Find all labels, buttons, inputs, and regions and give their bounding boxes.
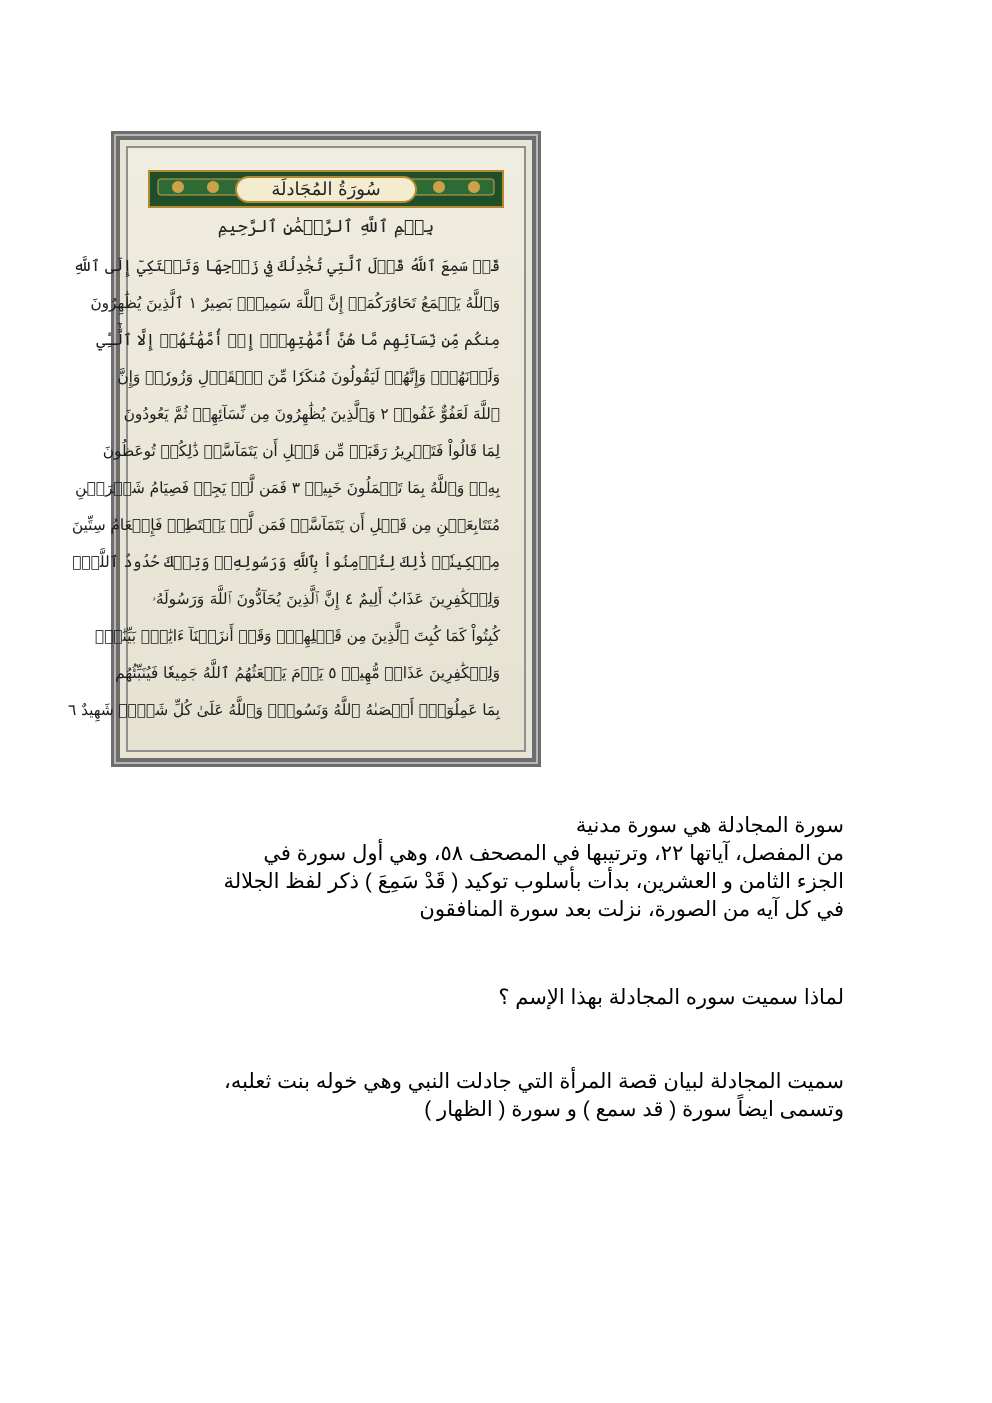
verse-line: كُبِتُواْ كَمَا كُبِتَ ٱلَّذِينَ مِن قَبۡلِهِمۡۚ وَقَدۡ أَنزَلۡنَآ ءَايَٰتِۭ بَيِّنَٰتٖۚ <box>95 627 500 645</box>
surah-header <box>148 170 504 208</box>
answer-line: وتسمى ايضاً سورة ( قد سمع ) و سورة ( الظهار ) <box>424 1098 844 1121</box>
intro-line: في كل آيه من الصورة، نزلت بعد سورة المنافقون <box>419 898 844 921</box>
quran-page-image <box>68 131 541 767</box>
verse-line: لِمَا قَالُواْ فَتَحۡرِيرُ رَقَبَةٖ مِّن قَبۡلِ أَن يَتَمَآسَّاۚ ذَٰلِكُمۡ تُوعَظُونَ <box>102 442 500 460</box>
verses-block <box>68 248 500 729</box>
question-heading <box>144 984 844 1012</box>
verse-line: وَلَدۡنَهُمۡۚ وَإِنَّهُمۡ لَيَقُولُونَ مُنكَرٗا مِّنَ ٱلۡقَوۡلِ وَزُورٗاۚ وَإِنَّ <box>117 368 500 386</box>
basmala: بِسۡمِ ٱللَّهِ ٱلرَّحۡمَٰنِ ٱلرَّحِيمِ <box>217 217 435 237</box>
page-frame <box>68 146 526 752</box>
verse-line: وَٱللَّهُ يَسۡمَعُ تَحَاوُرَكُمَآۚ إِنَّ ٱللَّهَ سَمِيعُۢ بَصِيرٌ ١ ٱلَّذِينَ يُظَٰهِرُونَ <box>90 294 500 312</box>
verse-line: مِنكُم مِّن نِّسَآئِهِم مَّا هُنَّ أُمَّهَٰتِهِمۡۖ إِنۡ أُمَّهَٰتُهُمۡ إِلَّا ٱلَّٰٓـِٔي <box>96 331 500 349</box>
verse-line: بِمَا عَمِلُوٓاْۚ أَحۡصَىٰهُ ٱللَّهُ وَنَسُوهُۚ وَٱللَّهُ عَلَىٰ كُلِّ شَيۡءٖ شَهِيدٌ ٦ <box>68 701 500 719</box>
intro-paragraph <box>144 812 844 924</box>
verse-line: وَلِلۡكَٰفِرِينَ عَذَابٌ أَلِيمٌ ٤ إِنَّ ٱلَّذِينَ يُحَآدُّونَ ٱللَّهَ وَرَسُولَهُۥ <box>152 590 500 608</box>
question-line: لماذا سميت سوره المجادلة بهذا الإسم ؟ <box>498 986 844 1009</box>
verse-line: مُتَتَابِعَيۡنِ مِن قَبۡلِ أَن يَتَمَآسَّاۖ فَمَن لَّمۡ يَسۡتَطِعۡ فَإِطۡعَامُ سِتِّينَ <box>71 516 500 534</box>
intro-line: الجزء الثامن و العشرين، بدأت بأسلوب توكيد ( قَدْ سَمِعَ ) ذكر لفظ الجلالة <box>223 870 844 893</box>
surah-title: سُورَةُ المُجَادلَة <box>235 176 416 203</box>
verse-line: بِهِۦۚ وَٱللَّهُ بِمَا تَعۡمَلُونَ خَبِيرٞ ٣ فَمَن لَّمۡ يَجِدۡ فَصِيَامُ شَهۡرَيۡنِ <box>75 479 500 497</box>
answer-paragraph <box>144 1068 844 1124</box>
verse-line: وَلِلۡكَٰفِرِينَ عَذَابٞ مُّهِينٞ ٥ يَوۡمَ يَبۡعَثُهُمُ ٱللَّهُ جَمِيعٗا فَيُنَبِّئُهُم <box>115 664 500 682</box>
verse-line: ٱللَّهَ لَعَفُوٌّ غَفُورٞ ٢ وَٱلَّذِينَ يُظَٰهِرُونَ مِن نِّسَآئِهِمۡ ثُمَّ يَعُودُونَ <box>123 405 500 423</box>
intro-line: من المفصل، آياتها ٢٢، وترتيبها في المصحف ٥٨، وهي أول سورة في <box>263 842 844 865</box>
verse-line: مِسۡكِينٗاۚ ذَٰلِكَ لِتُؤۡمِنُواْ بِٱللَّهِ وَرَسُولِهِۦۚ وَتِلۡكَ حُدُودُ ٱللَّهِۗ <box>72 553 500 571</box>
answer-line: سميت المجادلة لبيان قصة المرأة التي جادلت النبي وهي خوله بنت ثعلبه، <box>224 1070 844 1093</box>
intro-line: سورة المجادلة هي سورة مدنية <box>575 814 844 837</box>
verse-line: قَدۡ سَمِعَ ٱللَّهُ قَوۡلَ ٱلَّتِي تُجَٰدِلُكَ فِي زَوۡجِهَا وَتَشۡتَكِيٓ إِلَى ٱللَّهِ <box>73 257 500 275</box>
